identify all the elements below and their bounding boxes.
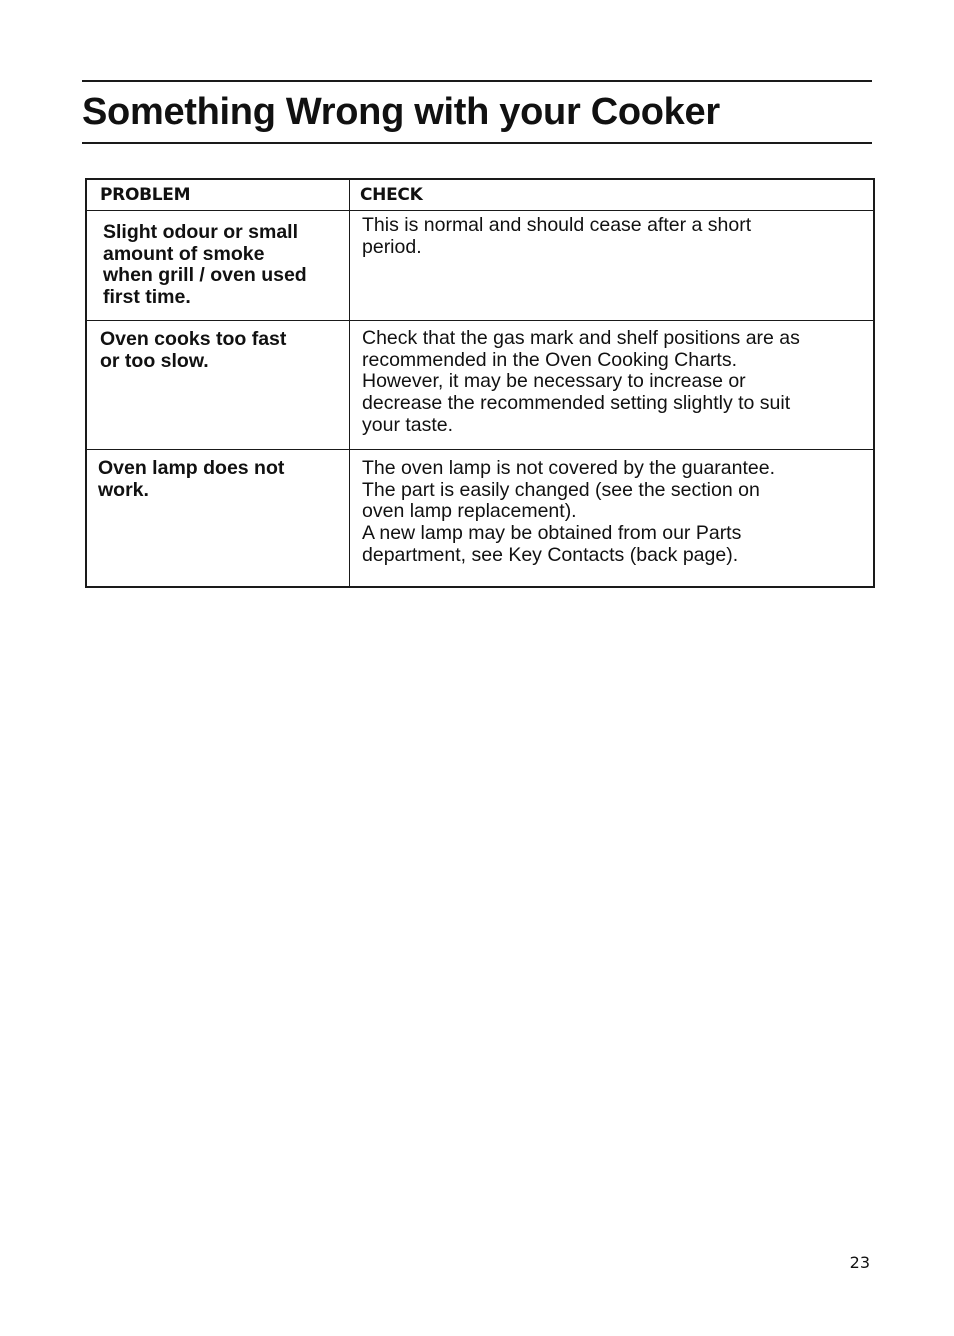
check-cell: The oven lamp is not covered by the guarantee. The part is easily changed (see the section on oven lamp replacement). A new lamp may be obtained from our Parts department, see Key Contacts (back page). — [362, 457, 776, 566]
page-title: Something Wrong with your Cooker — [82, 91, 720, 133]
table-header-row — [87, 180, 873, 210]
check-cell: Check that the gas mark and shelf positions are as recommended in the Oven Cooking Charts. However, it may be necessary to increase or decrease the recommended setting slightly to suit your taste. — [362, 327, 800, 436]
problem-column-header: PROBLEM — [87, 180, 350, 210]
table-row — [87, 320, 873, 449]
problem-cell: Slight odour or small amount of smoke when grill / oven used first time. — [87, 211, 350, 320]
title-rule-bottom — [82, 142, 872, 144]
check-column-header: CHECK — [360, 185, 423, 205]
title-rule-top — [82, 80, 872, 82]
troubleshooting-table — [85, 178, 875, 588]
table-row — [87, 210, 873, 320]
problem-cell: Oven lamp does not work. — [87, 450, 350, 586]
page-number: 23 — [849, 1253, 870, 1272]
check-cell: This is normal and should cease after a short period. — [362, 214, 752, 258]
table-row — [87, 449, 873, 586]
problem-cell: Oven cooks too fast or too slow. — [87, 321, 350, 449]
